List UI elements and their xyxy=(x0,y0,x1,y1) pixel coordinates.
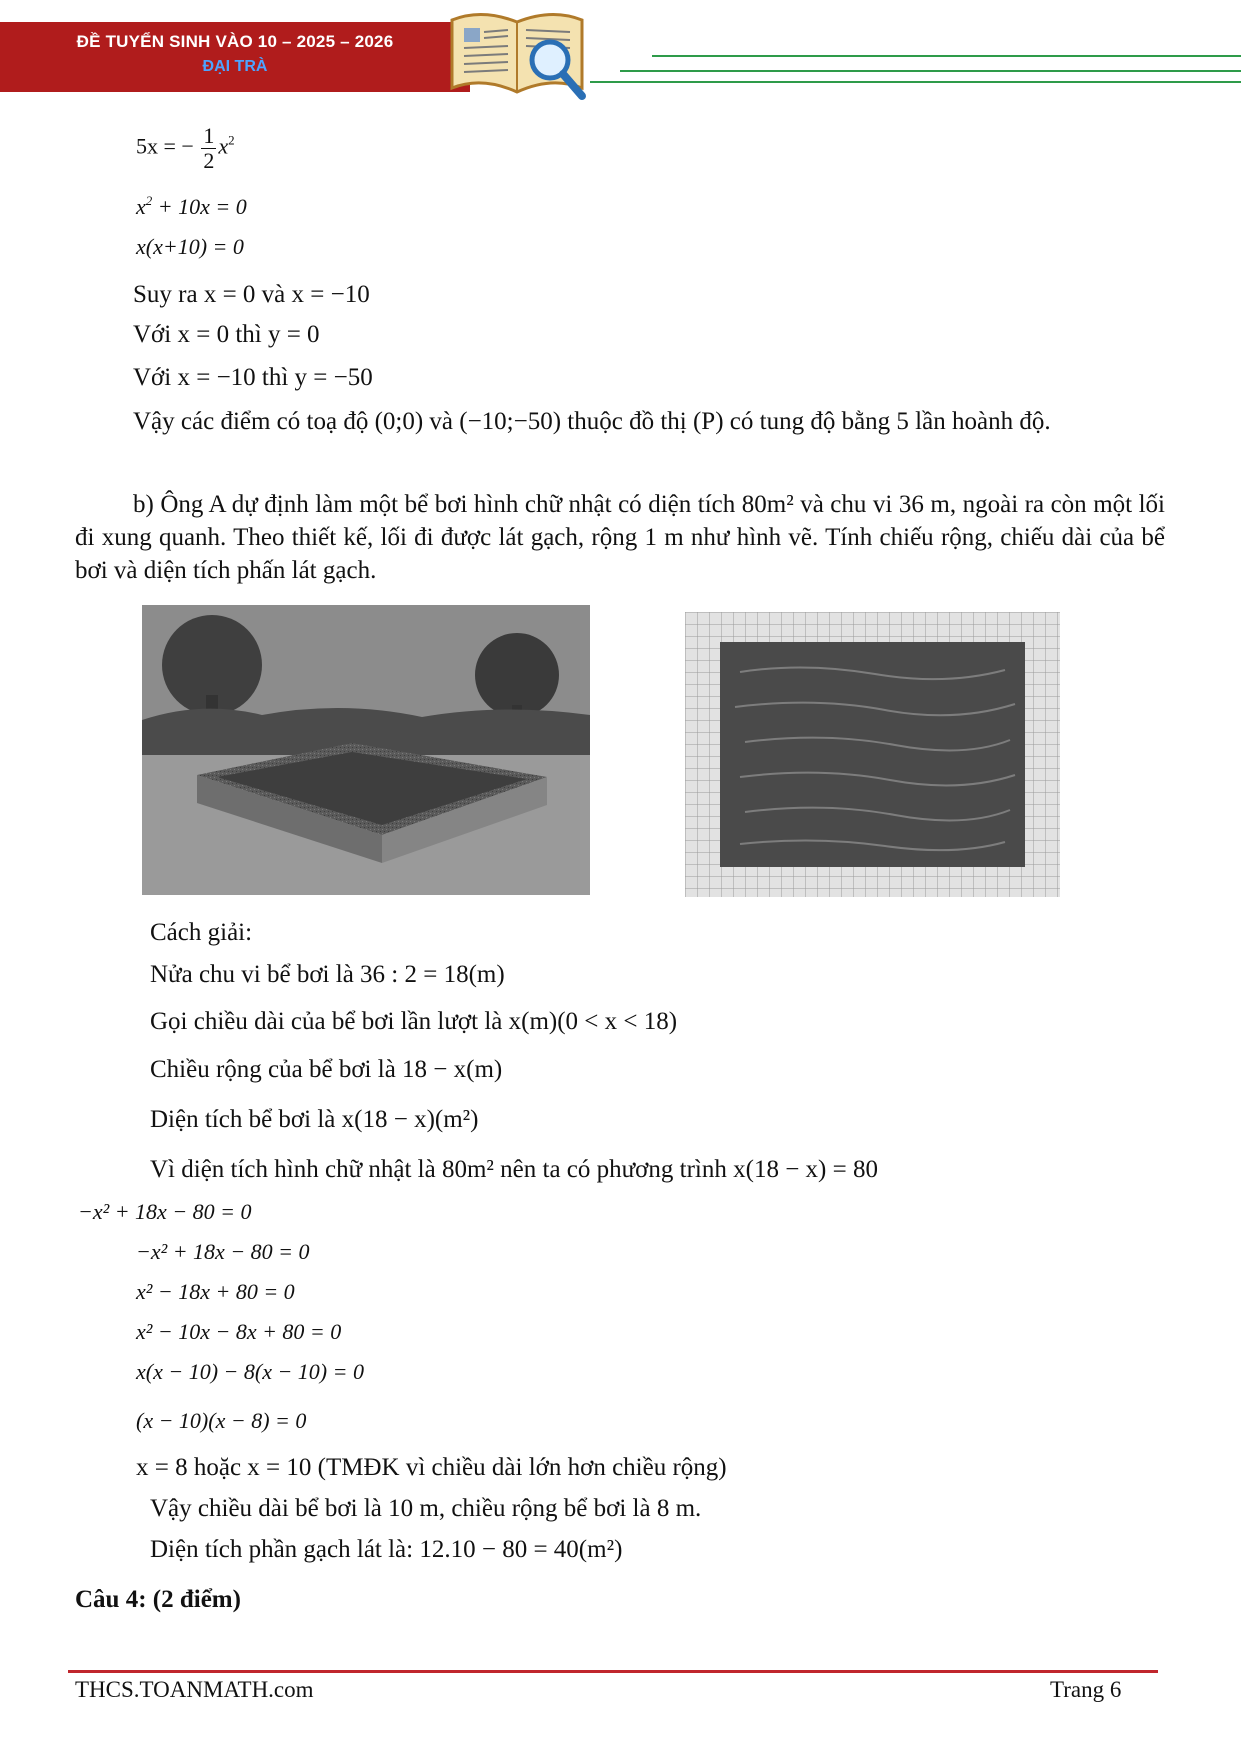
eq1-left: 5x = − xyxy=(136,133,194,159)
header-subtitle: ĐẠI TRÀ xyxy=(202,58,268,75)
footer-site: THCS.TOANMATH.com xyxy=(75,1677,314,1702)
fraction xyxy=(201,124,216,173)
pool-topview-photo xyxy=(685,612,1060,897)
equation-step-5: x(x − 10) − 8(x − 10) = 0 xyxy=(136,1359,364,1384)
equation-step-2: −x² + 18x − 80 = 0 xyxy=(136,1239,310,1264)
footer-line xyxy=(68,1670,1158,1673)
equation-step-7: x = 8 hoặc x = 10 (TMĐK vì chiều dài lớn hơn chiều rộng) xyxy=(136,1454,727,1481)
next-question-heading: Câu 4: (2 điểm) xyxy=(75,1586,241,1613)
eq-line-1: 5x = − $\frac{1}{2}$ $x^2$ xyxy=(136,123,235,173)
fraction-denominator: 2 xyxy=(203,148,215,173)
header-title: ĐỀ TUYỂN SINH VÀO 10 – 2025 – 2026 xyxy=(76,32,394,51)
eq-line-2: $x^2 + 10x = 0$ xyxy=(136,193,247,219)
header-band xyxy=(0,22,470,92)
solution-heading: Cách giải: xyxy=(150,919,253,946)
conclusion-a: Vậy các điểm có toạ độ (0;0) và (−10;−50) thuộc đồ thị (P) có tung độ bằng 5 lần hoành độ. xyxy=(133,408,1051,435)
solution-step-4: Diện tích bể bơi là x(18 − x)(m²) xyxy=(150,1106,479,1133)
problem-b: b) Ông A dự định làm một bể bơi hình chữ nhật có diện tích 80m² và chu vi 36 m, ngoài ra còn một lối đi xung quanh. Theo thiết kế, lối đi được lát gạch, rộng 1 m như hình vẽ. Tính chiếu rộng, chiếu dài của bể bơi và diện tích phấn lát gạch. xyxy=(75,491,1165,584)
conclusion-b-1: Vậy chiều dài bể bơi là 10 m, chiều rộng bể bơi là 8 m. xyxy=(150,1495,702,1522)
solution-step-5: Vì diện tích hình chữ nhật là 80m² nên ta có phương trình x(18 − x) = 80 xyxy=(150,1156,878,1183)
equation-step-1: −x² + 18x − 80 = 0 xyxy=(78,1199,252,1224)
conclusion-b-2: Diện tích phần gạch lát là: 12.10 − 80 = 40(m²) xyxy=(150,1536,623,1563)
book-magnifier-icon xyxy=(442,0,597,105)
solution-step-3: Chiều rộng của bể bơi là 18 − x(m) xyxy=(150,1056,503,1083)
equation-step-6: (x − 10)(x − 8) = 0 xyxy=(136,1408,307,1433)
fraction-numerator: 1 xyxy=(203,123,215,148)
eq-line-3: x(x+10) = 0 xyxy=(136,234,244,259)
solution-step-1: Nửa chu vi bể bơi là 36 : 2 = 18(m) xyxy=(150,961,505,988)
line-voi-2: Với x = −10 thì y = −50 xyxy=(133,364,373,391)
header-line-top xyxy=(652,55,1241,57)
line-suy-ra: Suy ra x = 0 và x = −10 xyxy=(133,281,370,308)
pool-perspective-photo xyxy=(142,605,590,895)
footer-page-number: Trang 6 xyxy=(1050,1677,1122,1702)
header-line-base xyxy=(590,81,1241,83)
equation-step-4: x² − 10x − 8x + 80 = 0 xyxy=(136,1319,342,1344)
equation-step-3: x² − 18x + 80 = 0 xyxy=(136,1279,295,1304)
line-voi-1: Với x = 0 thì y = 0 xyxy=(133,321,320,348)
header-line-bottom xyxy=(620,70,1241,72)
solution-step-2: Gọi chiều dài của bể bơi lần lượt là x(m)(0 < x < 18) xyxy=(150,1008,678,1035)
